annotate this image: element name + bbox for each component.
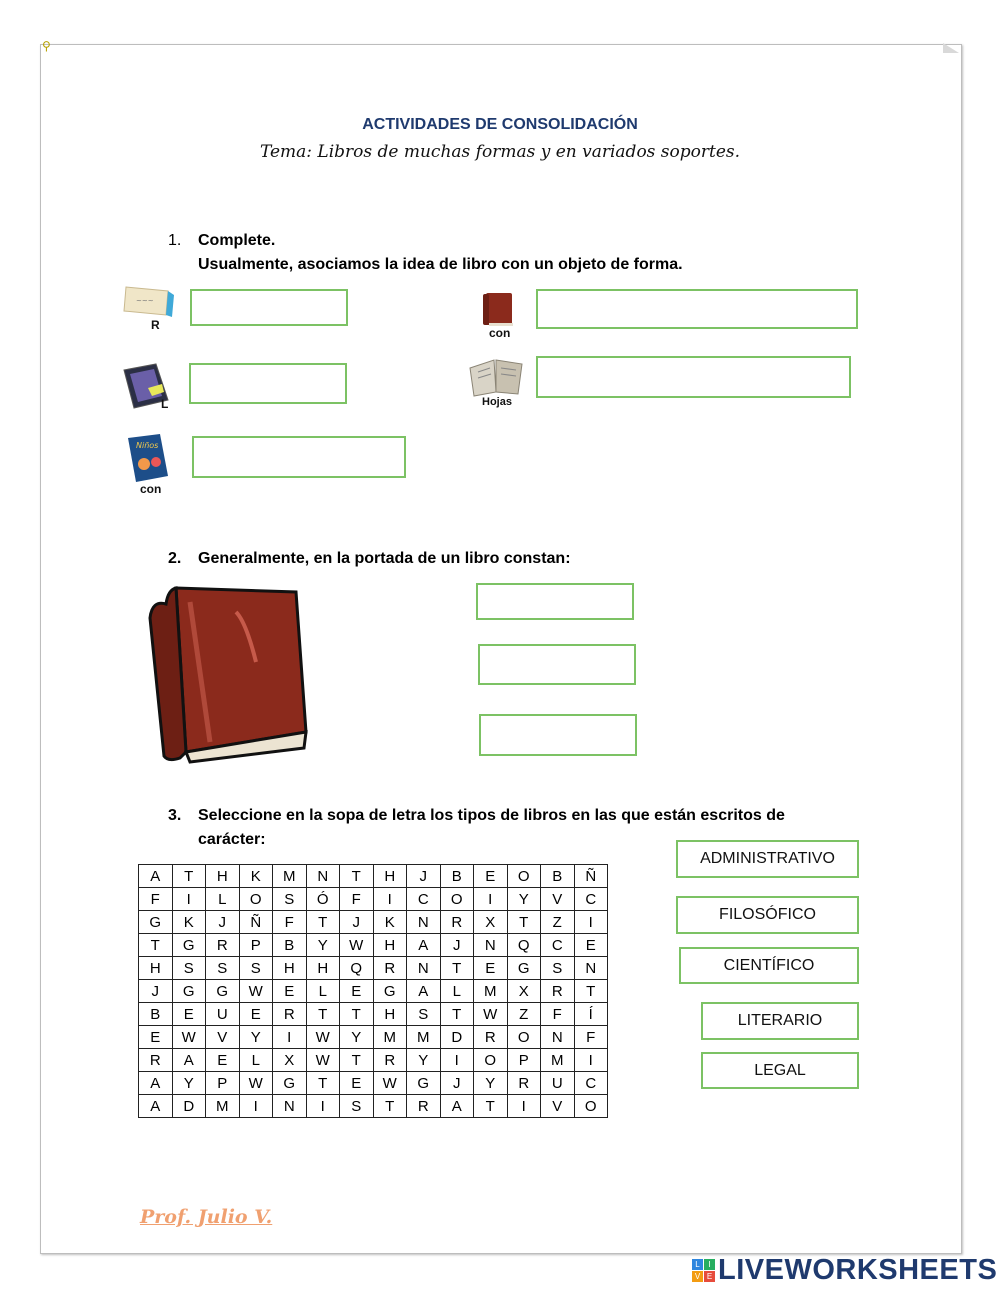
word-search-cell[interactable]: O xyxy=(239,888,273,911)
word-cientifico[interactable]: CIENTÍFICO xyxy=(679,947,859,984)
word-search-cell[interactable]: E xyxy=(139,1026,173,1049)
word-search-cell[interactable]: I xyxy=(172,888,206,911)
word-search-cell[interactable]: J xyxy=(440,934,474,957)
word-search-row xyxy=(139,911,608,934)
q2-text: Generalmente, en la portada de un libro constan: xyxy=(198,550,571,567)
word-search-cell[interactable]: E xyxy=(273,980,307,1003)
word-search-cell[interactable]: H xyxy=(373,934,407,957)
word-search-cell[interactable]: R xyxy=(273,1003,307,1026)
word-search-cell[interactable]: T xyxy=(373,1095,407,1118)
word-search-cell[interactable]: Y xyxy=(474,1072,508,1095)
word-search-cell[interactable]: I xyxy=(507,1095,541,1118)
answer-box-con-1[interactable] xyxy=(536,289,858,329)
word-search-cell[interactable]: J xyxy=(139,980,173,1003)
word-search-cell[interactable]: H xyxy=(306,957,340,980)
word-search-cell[interactable]: W xyxy=(306,1049,340,1072)
word-search-cell[interactable]: A xyxy=(407,934,441,957)
caption-hojas: Hojas xyxy=(482,396,512,408)
word-search-cell[interactable]: J xyxy=(440,1072,474,1095)
word-search-cell[interactable]: G xyxy=(172,934,206,957)
word-search-cell[interactable]: L xyxy=(306,980,340,1003)
caption-con-2: con xyxy=(140,482,162,496)
word-search-cell[interactable]: U xyxy=(206,1003,240,1026)
word-search-cell[interactable]: H xyxy=(273,957,307,980)
word-search-cell[interactable]: R xyxy=(474,1026,508,1049)
word-search-cell[interactable]: W xyxy=(340,934,374,957)
svg-text:~~~: ~~~ xyxy=(136,297,154,305)
word-search-cell[interactable]: G xyxy=(407,1072,441,1095)
word-search-cell[interactable]: U xyxy=(541,1072,575,1095)
answer-box-r[interactable] xyxy=(190,289,348,326)
liveworksheets-logo[interactable] xyxy=(692,1254,997,1287)
word-search-cell[interactable]: O xyxy=(507,1026,541,1049)
word-search-cell[interactable]: L xyxy=(440,980,474,1003)
word-search-cell[interactable]: Z xyxy=(541,911,575,934)
word-search-cell[interactable]: M xyxy=(541,1049,575,1072)
word-search-cell[interactable]: Ñ xyxy=(239,911,273,934)
word-search-cell[interactable]: P xyxy=(206,1072,240,1095)
word-search-cell[interactable]: C xyxy=(541,934,575,957)
word-search-grid[interactable] xyxy=(138,864,608,1118)
word-search-cell[interactable]: A xyxy=(139,1095,173,1118)
word-search-cell[interactable]: D xyxy=(172,1095,206,1118)
word-literario[interactable]: LITERARIO xyxy=(701,1002,859,1040)
word-search-row xyxy=(139,1049,608,1072)
word-search-cell[interactable]: M xyxy=(273,865,307,888)
word-search-cell[interactable]: T xyxy=(474,1095,508,1118)
word-search-cell[interactable]: F xyxy=(541,1003,575,1026)
word-search-cell[interactable]: S xyxy=(541,957,575,980)
word-search-cell[interactable]: B xyxy=(541,865,575,888)
word-search-cell[interactable]: J xyxy=(340,911,374,934)
word-search-cell[interactable]: Y xyxy=(507,888,541,911)
word-search-cell[interactable]: P xyxy=(239,934,273,957)
word-search-cell[interactable]: E xyxy=(340,1072,374,1095)
word-search-cell[interactable]: I xyxy=(440,1049,474,1072)
word-search-row xyxy=(139,1072,608,1095)
word-search-cell[interactable]: T xyxy=(306,911,340,934)
word-administrativo[interactable]: ADMINISTRATIVO xyxy=(676,840,859,878)
word-search-cell[interactable]: T xyxy=(340,1003,374,1026)
word-search-cell[interactable]: B xyxy=(440,865,474,888)
word-search-row xyxy=(139,1095,608,1118)
illustrated-book-icon xyxy=(126,434,170,484)
word-search-cell[interactable]: I xyxy=(474,888,508,911)
word-search-cell[interactable]: T xyxy=(172,865,206,888)
word-search-cell[interactable]: W xyxy=(239,980,273,1003)
word-search-cell[interactable]: H xyxy=(206,865,240,888)
word-search-cell[interactable]: I xyxy=(306,1095,340,1118)
cover-answer-box-3[interactable] xyxy=(479,714,637,756)
word-search-cell[interactable]: V xyxy=(541,1095,575,1118)
word-search-cell[interactable]: H xyxy=(373,1003,407,1026)
word-filosofico[interactable]: FILOSÓFICO xyxy=(676,896,859,934)
liveworksheets-logo-icon: L I V E xyxy=(692,1259,715,1282)
word-search-cell[interactable]: E xyxy=(574,934,608,957)
word-search-cell[interactable]: C xyxy=(407,888,441,911)
open-book-pages-icon xyxy=(466,356,526,398)
word-search-cell[interactable]: F xyxy=(340,888,374,911)
word-search-cell[interactable]: S xyxy=(407,1003,441,1026)
word-search-row xyxy=(139,865,608,888)
word-search-cell[interactable]: I xyxy=(239,1095,273,1118)
word-search-cell[interactable]: Q xyxy=(340,957,374,980)
word-search-cell[interactable]: H xyxy=(139,957,173,980)
word-search-cell[interactable]: L xyxy=(239,1049,273,1072)
word-search-cell[interactable]: I xyxy=(574,1049,608,1072)
word-search-cell[interactable]: T xyxy=(306,1072,340,1095)
word-search-cell[interactable]: Y xyxy=(239,1026,273,1049)
word-search-cell[interactable]: G xyxy=(273,1072,307,1095)
word-search-cell[interactable]: Q xyxy=(507,934,541,957)
word-search-cell[interactable]: C xyxy=(574,888,608,911)
word-search-cell[interactable]: I xyxy=(273,1026,307,1049)
word-search-cell[interactable]: E xyxy=(340,980,374,1003)
cover-answer-box-1[interactable] xyxy=(476,583,634,620)
word-search-cell[interactable]: R xyxy=(139,1049,173,1072)
liveworksheets-logo-text: LIVEWORKSHEETS xyxy=(718,1254,998,1286)
word-search-cell[interactable]: G xyxy=(139,911,173,934)
word-search-cell[interactable]: G xyxy=(507,957,541,980)
word-search-cell[interactable]: N xyxy=(407,957,441,980)
word-search-row xyxy=(139,934,608,957)
word-search-cell[interactable]: A xyxy=(139,1072,173,1095)
word-search-cell[interactable]: S xyxy=(172,957,206,980)
pin-icon: ⚲ xyxy=(42,39,51,53)
q2-heading xyxy=(168,547,571,571)
word-search-cell[interactable]: O xyxy=(574,1095,608,1118)
word-search-cell[interactable]: R xyxy=(440,911,474,934)
word-search-cell[interactable]: Y xyxy=(172,1072,206,1095)
word-search-cell[interactable]: S xyxy=(273,888,307,911)
word-search-cell[interactable]: T xyxy=(440,957,474,980)
word-search-cell[interactable]: R xyxy=(541,980,575,1003)
word-search-cell[interactable]: E xyxy=(206,1049,240,1072)
answer-box-con-2[interactable] xyxy=(192,436,406,478)
word-search-cell[interactable]: N xyxy=(574,957,608,980)
word-search-cell[interactable]: D xyxy=(440,1026,474,1049)
word-search-cell[interactable]: L xyxy=(206,888,240,911)
word-search-cell[interactable]: Y xyxy=(407,1049,441,1072)
hardcover-book-icon xyxy=(480,290,518,330)
word-search-cell[interactable]: R xyxy=(407,1095,441,1118)
word-search-cell[interactable]: W xyxy=(373,1072,407,1095)
teacher-signature: Prof. Julio V. xyxy=(140,1206,273,1228)
word-search-cell[interactable]: V xyxy=(541,888,575,911)
word-search-row xyxy=(139,1003,608,1026)
word-search-cell[interactable]: G xyxy=(206,980,240,1003)
q2-number: 2. xyxy=(168,550,182,567)
word-search-cell[interactable]: Z xyxy=(507,1003,541,1026)
word-search-cell[interactable]: Y xyxy=(306,934,340,957)
word-search-cell[interactable]: R xyxy=(507,1072,541,1095)
word-search-cell[interactable]: E xyxy=(239,1003,273,1026)
q1-number: 1. xyxy=(168,232,182,249)
word-search-cell[interactable]: N xyxy=(407,911,441,934)
word-search-cell[interactable]: J xyxy=(407,865,441,888)
word-search-cell[interactable]: S xyxy=(239,957,273,980)
word-search-cell[interactable]: T xyxy=(440,1003,474,1026)
word-search-cell[interactable]: E xyxy=(474,957,508,980)
word-search-cell[interactable]: G xyxy=(172,980,206,1003)
cover-answer-box-2[interactable] xyxy=(478,644,636,685)
word-search-cell[interactable]: I xyxy=(574,911,608,934)
word-search-cell[interactable]: W xyxy=(306,1026,340,1049)
word-search-cell[interactable]: H xyxy=(373,865,407,888)
word-search-cell[interactable]: O xyxy=(474,1049,508,1072)
word-search-cell[interactable]: P xyxy=(507,1049,541,1072)
word-search-cell[interactable]: B xyxy=(273,934,307,957)
word-search-cell[interactable]: Y xyxy=(340,1026,374,1049)
word-search-cell[interactable]: C xyxy=(574,1072,608,1095)
word-search-cell[interactable]: Í xyxy=(574,1003,608,1026)
word-search-cell[interactable]: T xyxy=(139,934,173,957)
word-search-cell[interactable]: N xyxy=(474,934,508,957)
word-legal[interactable]: LEGAL xyxy=(701,1052,859,1089)
paperback-book-icon xyxy=(122,283,176,319)
word-search-cell[interactable]: R xyxy=(373,957,407,980)
word-search-cell[interactable]: S xyxy=(206,957,240,980)
word-search-cell[interactable]: S xyxy=(340,1095,374,1118)
q1-line1: Complete. xyxy=(198,232,276,249)
word-search-cell[interactable]: M xyxy=(474,980,508,1003)
word-search-cell[interactable]: F xyxy=(139,888,173,911)
word-search-cell[interactable]: M xyxy=(407,1026,441,1049)
word-search-cell[interactable]: T xyxy=(340,1049,374,1072)
q3-line1: Seleccione en la sopa de letra los tipos de libros en las que están escritos de xyxy=(198,807,785,824)
word-search-cell[interactable]: T xyxy=(574,980,608,1003)
word-search-cell[interactable]: N xyxy=(273,1095,307,1118)
word-search-cell[interactable]: A xyxy=(139,865,173,888)
word-search-cell[interactable]: A xyxy=(407,980,441,1003)
word-search-cell[interactable]: K xyxy=(373,911,407,934)
word-search-row xyxy=(139,1026,608,1049)
word-search-cell[interactable]: Ó xyxy=(306,888,340,911)
page-fold-corner xyxy=(943,43,959,53)
word-search-row xyxy=(139,980,608,1003)
answer-box-hojas[interactable] xyxy=(536,356,851,398)
caption-con-1: con xyxy=(489,326,511,340)
word-search-row xyxy=(139,888,608,911)
caption-l: L xyxy=(161,397,169,411)
page-subtitle: Tema: Libros de muchas formas y en variados soportes. xyxy=(259,142,741,162)
word-search-cell[interactable]: Ñ xyxy=(574,865,608,888)
word-search-cell[interactable]: O xyxy=(440,888,474,911)
word-search-cell[interactable]: N xyxy=(541,1026,575,1049)
word-search-cell[interactable]: W xyxy=(239,1072,273,1095)
word-search-cell[interactable]: N xyxy=(306,865,340,888)
word-search-cell[interactable]: E xyxy=(172,1003,206,1026)
word-search-cell[interactable]: B xyxy=(139,1003,173,1026)
word-search-cell[interactable]: K xyxy=(239,865,273,888)
word-search-row xyxy=(139,957,608,980)
q3-heading xyxy=(168,804,785,828)
word-search-cell[interactable]: M xyxy=(373,1026,407,1049)
large-book-illustration xyxy=(146,582,312,766)
caption-r: R xyxy=(151,318,160,332)
q3-line2: carácter: xyxy=(198,831,266,848)
word-search-cell[interactable]: R xyxy=(206,934,240,957)
word-search-cell[interactable]: X xyxy=(474,911,508,934)
word-search-cell[interactable]: M xyxy=(206,1095,240,1118)
word-search-cell[interactable]: X xyxy=(273,1049,307,1072)
word-search-cell[interactable]: T xyxy=(340,865,374,888)
word-search-cell[interactable]: G xyxy=(373,980,407,1003)
word-search-cell[interactable]: A xyxy=(440,1095,474,1118)
word-search-cell[interactable]: K xyxy=(172,911,206,934)
word-search-cell[interactable]: T xyxy=(306,1003,340,1026)
word-search-cell[interactable]: J xyxy=(206,911,240,934)
word-search-cell[interactable]: T xyxy=(507,911,541,934)
word-search-cell[interactable]: F xyxy=(273,911,307,934)
q1-line2: Usualmente, asociamos la idea de libro con un objeto de forma. xyxy=(198,256,683,273)
word-search-cell[interactable]: E xyxy=(474,865,508,888)
word-search-cell[interactable]: X xyxy=(507,980,541,1003)
q1-heading xyxy=(168,229,275,253)
word-search-cell[interactable]: W xyxy=(474,1003,508,1026)
word-search-cell[interactable]: F xyxy=(574,1026,608,1049)
word-search-cell[interactable]: A xyxy=(172,1049,206,1072)
word-search-cell[interactable]: W xyxy=(172,1026,206,1049)
word-search-cell[interactable]: R xyxy=(373,1049,407,1072)
svg-text:Niños: Niños xyxy=(136,441,159,450)
answer-box-l[interactable] xyxy=(189,363,347,404)
word-search-cell[interactable]: I xyxy=(373,888,407,911)
page-title: ACTIVIDADES DE CONSOLIDACIÓN xyxy=(362,116,638,133)
word-search-cell[interactable]: V xyxy=(206,1026,240,1049)
q3-number: 3. xyxy=(168,807,182,824)
word-search-cell[interactable]: O xyxy=(507,865,541,888)
